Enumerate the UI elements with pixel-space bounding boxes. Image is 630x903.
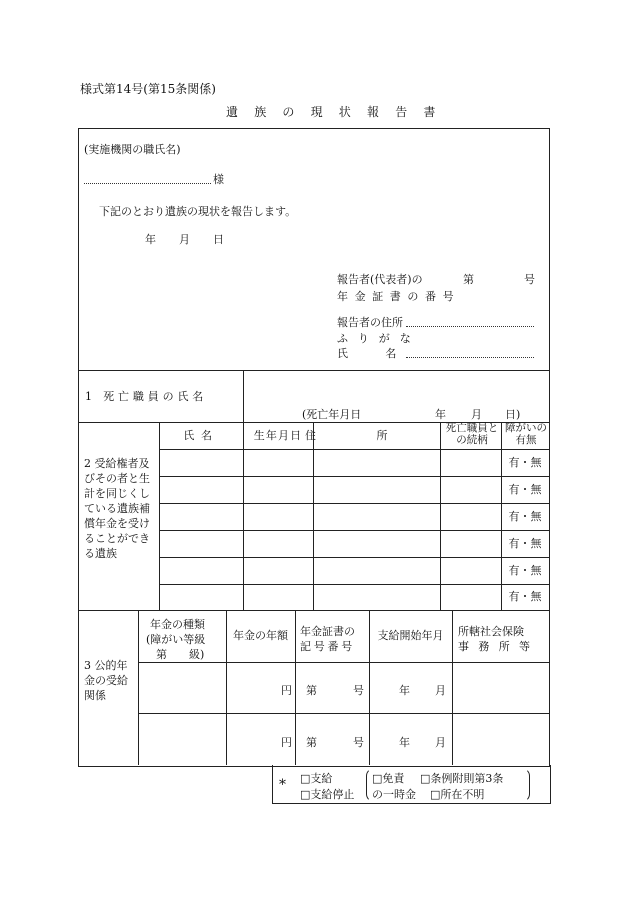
disability-toggle[interactable]: 有・無: [508, 509, 542, 523]
type-line2: (障がい等級: [146, 633, 206, 646]
name-label: 氏名: [337, 347, 434, 360]
type-line3: 第 級): [156, 648, 205, 661]
yen-unit: 円: [281, 684, 292, 697]
death-year: 年: [435, 408, 446, 421]
header-name: 氏名: [183, 428, 219, 442]
disability-toggle[interactable]: 有・無: [508, 563, 542, 577]
cert-line2: 記号番号: [300, 640, 355, 653]
pension-label-1: 報告者(代表者)の: [337, 273, 423, 286]
death-date-prefix: (死亡年月日: [302, 408, 362, 421]
payment-stop-checkbox[interactable]: □支給停止: [300, 788, 355, 801]
date-day: 日: [213, 233, 224, 246]
form-title: 遺族の現状報告書: [226, 105, 452, 119]
type-line1: 年金の種類: [150, 618, 205, 631]
annual-header: 年金の年額: [233, 629, 288, 642]
disability-toggle[interactable]: 有・無: [508, 590, 542, 603]
start-month: 月: [435, 736, 446, 749]
address-label: 報告者の住所: [337, 316, 403, 329]
section2-label: 2 受給権者及びその者と生計を同じくしている遺族補償年金を受けることができる遺族: [84, 457, 150, 560]
disability-toggle[interactable]: 有・無: [508, 536, 542, 550]
header-address: 住所: [305, 428, 448, 442]
date-year: 年: [145, 233, 156, 246]
cert-dai: 第: [306, 684, 317, 697]
start-header: 支給開始年月: [377, 629, 444, 642]
office-line2: 事務所等: [458, 640, 540, 653]
furigana-label: ふりがな: [337, 332, 421, 345]
asterisk: *: [279, 777, 286, 793]
death-month: 月: [471, 408, 482, 421]
date-month: 月: [179, 233, 190, 246]
form-number: 様式第14号(第15条関係): [80, 82, 216, 96]
intro-text: 下記のとおり遺族の現状を報告します。: [99, 205, 297, 218]
supplementary-checkbox[interactable]: □条例附則第3条: [420, 772, 504, 785]
section1-label: 1 死亡職員の氏名: [85, 390, 208, 403]
start-year: 年: [399, 736, 410, 749]
exemption-checkbox[interactable]: □免責: [372, 772, 405, 785]
pension-label-2: 年金証書の番号: [337, 290, 461, 303]
whereabouts-checkbox[interactable]: □所在不明: [430, 788, 485, 801]
cert-go: 号: [353, 684, 364, 697]
honorific: 様: [213, 173, 224, 186]
reporter-name-field[interactable]: [406, 357, 534, 358]
start-month: 月: [435, 684, 446, 697]
death-day: 日): [505, 408, 521, 421]
lump-sum-text: の一時金: [372, 788, 416, 801]
header-relation: 死亡職員との続柄: [445, 422, 499, 446]
disability-toggle[interactable]: 有・無: [508, 455, 542, 469]
address-field[interactable]: [406, 326, 534, 327]
pension-no-prefix: 第: [463, 273, 474, 286]
cert-dai: 第: [306, 736, 317, 749]
cert-go: 号: [353, 736, 364, 749]
pension-no-suffix: 号: [524, 273, 535, 286]
start-year: 年: [399, 684, 410, 697]
disability-toggle[interactable]: 有・無: [508, 482, 542, 496]
office-line1: 所轄社会保険: [458, 625, 524, 638]
header-disability: 障がいの有無: [505, 422, 547, 446]
header-birth: 生年月日: [253, 428, 303, 442]
recipient-name-field[interactable]: [84, 183, 211, 184]
cert-line1: 年金証書の: [300, 625, 355, 638]
payment-checkbox[interactable]: □支給: [300, 772, 333, 785]
recipient-label: (実施機関の職氏名): [84, 143, 181, 156]
section3-label: 3 公的年金の受給関係: [84, 659, 128, 702]
yen-unit: 円: [281, 736, 292, 749]
